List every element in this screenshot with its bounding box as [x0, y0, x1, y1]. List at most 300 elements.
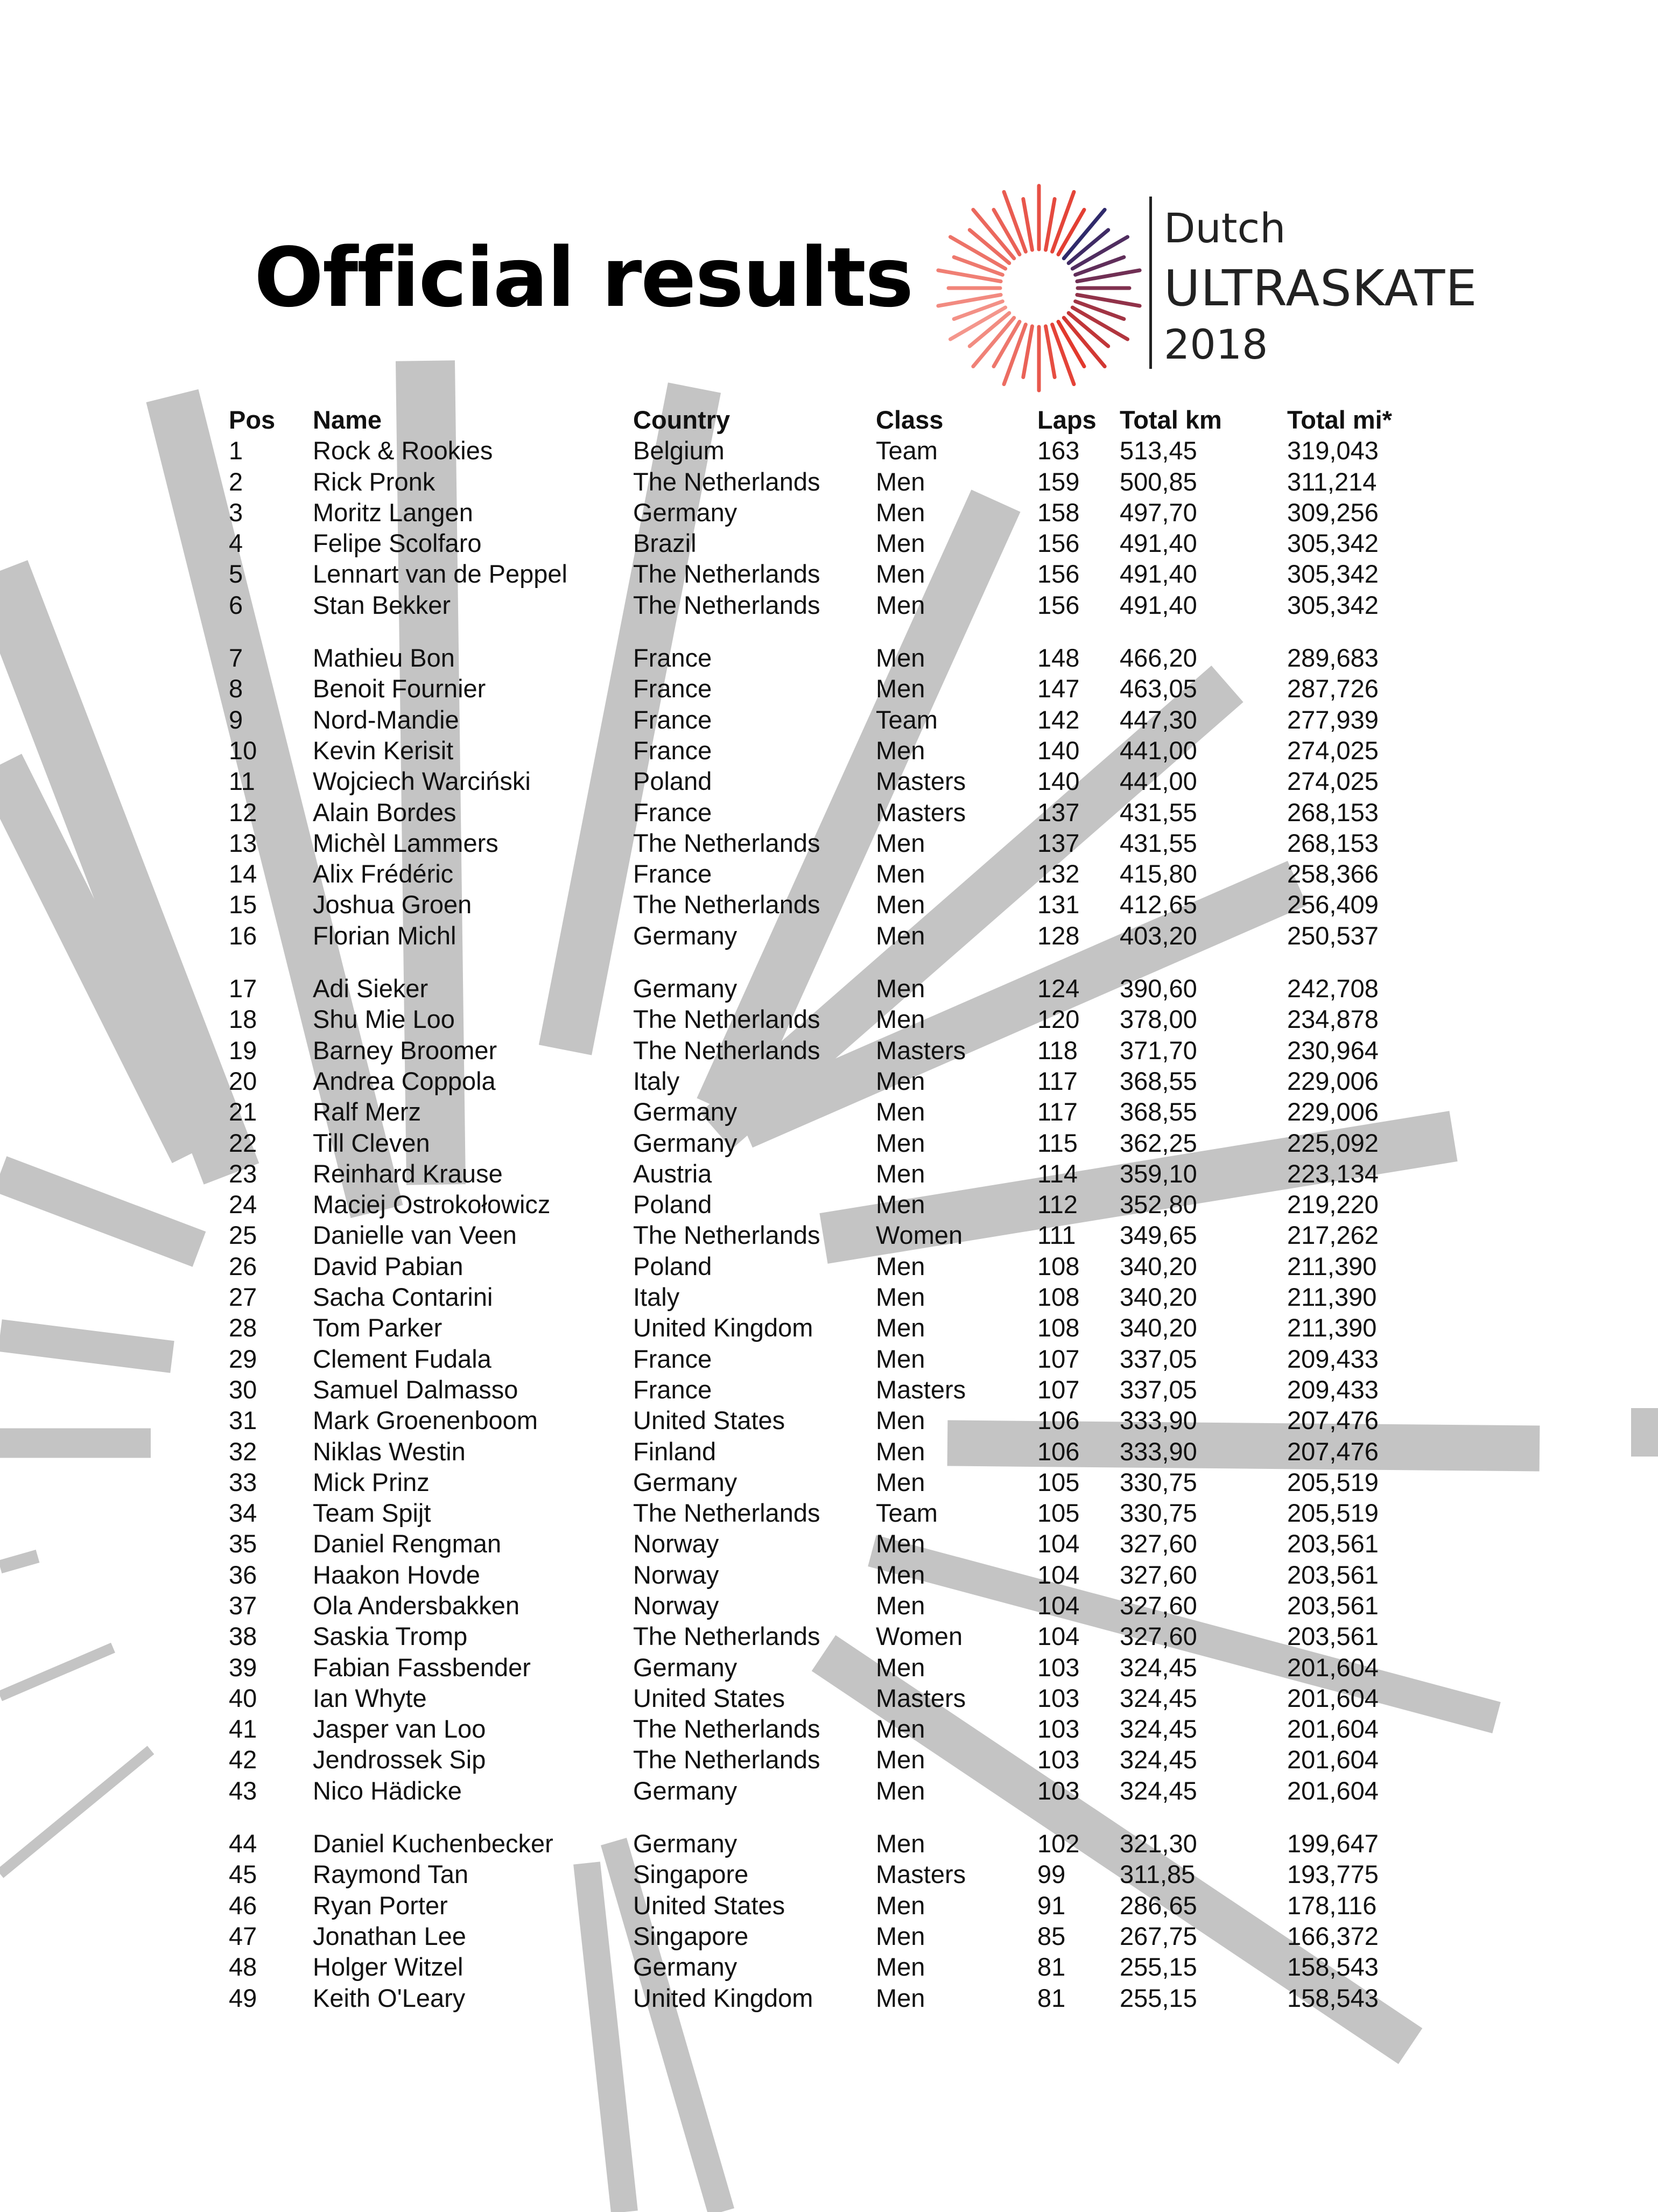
cell-laps: 106 [1037, 1406, 1080, 1435]
cell-km: 337,05 [1120, 1375, 1197, 1404]
cell-class: Men [876, 1653, 925, 1682]
cell-pos: 21 [229, 1097, 257, 1126]
cell-country: The Netherlands [633, 559, 820, 589]
cell-country: Finland [633, 1437, 716, 1466]
cell-km: 447,30 [1120, 705, 1197, 734]
cell-laps: 99 [1037, 1860, 1066, 1889]
page-title: Official results [254, 230, 913, 325]
cell-km: 431,55 [1120, 828, 1197, 857]
cell-country: Poland [633, 1251, 712, 1280]
cell-laps: 140 [1037, 767, 1080, 796]
cell-mi: 201,604 [1287, 1653, 1379, 1682]
sunburst-ray [1023, 326, 1032, 377]
cell-pos: 48 [229, 1952, 257, 1982]
cell-country: The Netherlands [633, 1035, 820, 1065]
cell-class: Men [876, 1313, 925, 1342]
cell-mi: 229,006 [1287, 1066, 1379, 1095]
cell-mi: 242,708 [1287, 974, 1379, 1003]
cell-class: Men [876, 559, 925, 589]
cell-mi: 258,366 [1287, 859, 1379, 888]
cell-km: 286,65 [1120, 1891, 1197, 1920]
cell-class: Men [876, 1560, 925, 1589]
cell-mi: 311,214 [1287, 467, 1377, 496]
cell-laps: 148 [1037, 643, 1080, 673]
header-country: Country [633, 405, 730, 434]
header-name: Name [313, 405, 382, 434]
cell-laps: 103 [1037, 1714, 1080, 1744]
cell-laps: 142 [1037, 705, 1080, 734]
cell-pos: 3 [229, 498, 243, 527]
cell-class: Men [876, 1952, 925, 1982]
cell-class: Men [876, 1344, 925, 1373]
cell-pos: 19 [229, 1035, 257, 1065]
header-class: Class [876, 405, 944, 434]
sunburst-ray [1076, 257, 1124, 275]
cell-class: Men [876, 590, 925, 619]
cell-laps: 104 [1037, 1560, 1080, 1589]
cell-mi: 305,342 [1287, 559, 1379, 589]
cell-km: 324,45 [1120, 1745, 1197, 1774]
cell-class: Men [876, 1251, 925, 1280]
cell-class: Team [876, 1499, 938, 1528]
cell-class: Men [876, 467, 925, 496]
cell-laps: 107 [1037, 1375, 1080, 1404]
cell-name: Michèl Lammers [313, 828, 498, 857]
cell-km: 359,10 [1120, 1159, 1197, 1188]
cell-country: United States [633, 1406, 785, 1435]
cell-pos: 27 [229, 1283, 257, 1312]
cell-name: Barney Broomer [313, 1035, 497, 1065]
cell-country: The Netherlands [633, 828, 820, 857]
cell-laps: 156 [1037, 529, 1080, 558]
cell-laps: 112 [1037, 1190, 1078, 1219]
cell-km: 324,45 [1120, 1653, 1197, 1682]
cell-name: Andrea Coppola [313, 1066, 496, 1095]
cell-mi: 203,561 [1287, 1560, 1379, 1589]
cell-country: Belgium [633, 436, 725, 465]
cell-km: 337,05 [1120, 1344, 1197, 1373]
cell-pos: 44 [229, 1829, 257, 1858]
cell-country: Norway [633, 1529, 719, 1558]
cell-pos: 15 [229, 890, 257, 919]
cell-mi: 201,604 [1287, 1745, 1379, 1774]
cell-laps: 137 [1037, 797, 1080, 827]
cell-mi: 309,256 [1287, 498, 1379, 527]
cell-km: 368,55 [1120, 1097, 1197, 1126]
cell-country: The Netherlands [633, 1714, 820, 1744]
cell-mi: 230,964 [1287, 1035, 1379, 1065]
cell-laps: 140 [1037, 736, 1080, 765]
cell-name: Ralf Merz [313, 1097, 421, 1126]
cell-class: Men [876, 1529, 925, 1558]
cell-country: Germany [633, 1653, 737, 1682]
cell-km: 324,45 [1120, 1776, 1197, 1805]
cell-km: 513,45 [1120, 436, 1197, 465]
cell-class: Men [876, 1714, 925, 1744]
cell-name: Adi Sieker [313, 974, 428, 1003]
cell-country: Germany [633, 1128, 737, 1157]
cell-pos: 40 [229, 1683, 257, 1712]
cell-laps: 85 [1037, 1921, 1066, 1950]
cell-mi: 305,342 [1287, 590, 1379, 619]
cell-pos: 8 [229, 674, 243, 703]
cell-mi: 209,433 [1287, 1375, 1379, 1404]
cell-name: Ola Andersbakken [313, 1591, 520, 1620]
cell-mi: 277,939 [1287, 705, 1379, 734]
cell-name: Mathieu Bon [313, 643, 455, 673]
cell-name: Jendrossek Sip [313, 1745, 486, 1774]
cell-class: Masters [876, 1683, 966, 1712]
cell-class: Masters [876, 1375, 966, 1404]
cell-country: Germany [633, 1776, 737, 1805]
cell-class: Men [876, 1190, 925, 1219]
cell-mi: 209,433 [1287, 1344, 1379, 1373]
cell-pos: 13 [229, 828, 257, 857]
cell-pos: 23 [229, 1159, 257, 1188]
cell-class: Men [876, 1745, 925, 1774]
cell-laps: 108 [1037, 1251, 1080, 1280]
cell-laps: 104 [1037, 1622, 1080, 1651]
cell-laps: 163 [1037, 436, 1080, 465]
cell-km: 497,70 [1120, 498, 1197, 527]
cell-country: Germany [633, 1952, 737, 1982]
cell-pos: 28 [229, 1313, 257, 1342]
cell-name: Florian Michl [313, 921, 456, 950]
cell-country: France [633, 1344, 712, 1373]
cell-country: Italy [633, 1283, 680, 1312]
logo-text-year: 2018 [1164, 320, 1268, 368]
cell-pos: 35 [229, 1529, 257, 1558]
cell-class: Men [876, 1097, 925, 1126]
cell-pos: 42 [229, 1745, 257, 1774]
cell-country: The Netherlands [633, 1005, 820, 1034]
cell-class: Masters [876, 1860, 966, 1889]
cell-km: 371,70 [1120, 1035, 1197, 1065]
cell-km: 327,60 [1120, 1529, 1197, 1558]
cell-country: The Netherlands [633, 890, 820, 919]
cell-country: France [633, 705, 712, 734]
cell-class: Men [876, 1467, 925, 1496]
cell-pos: 26 [229, 1251, 257, 1280]
cell-laps: 124 [1037, 974, 1080, 1003]
cell-name: Ryan Porter [313, 1891, 448, 1920]
cell-laps: 128 [1037, 921, 1080, 950]
cell-pos: 24 [229, 1190, 257, 1219]
cell-km: 431,55 [1120, 797, 1197, 827]
cell-name: Jasper van Loo [313, 1714, 486, 1744]
cell-mi: 203,561 [1287, 1529, 1379, 1558]
cell-mi: 193,775 [1287, 1860, 1379, 1889]
cell-country: Singapore [633, 1921, 749, 1950]
cell-mi: 289,683 [1287, 643, 1379, 673]
cell-name: Haakon Hovde [313, 1560, 480, 1589]
cell-mi: 199,647 [1287, 1829, 1379, 1858]
cell-mi: 158,543 [1287, 1952, 1379, 1982]
cell-km: 415,80 [1120, 859, 1197, 888]
cell-mi: 201,604 [1287, 1714, 1379, 1744]
cell-class: Masters [876, 797, 966, 827]
cell-mi: 166,372 [1287, 1921, 1379, 1950]
cell-class: Men [876, 974, 925, 1003]
cell-km: 491,40 [1120, 590, 1197, 619]
cell-laps: 156 [1037, 559, 1080, 589]
cell-km: 327,60 [1120, 1591, 1197, 1620]
cell-laps: 106 [1037, 1437, 1080, 1466]
cell-laps: 105 [1037, 1467, 1080, 1496]
cell-name: Alix Frédéric [313, 859, 454, 888]
cell-class: Men [876, 890, 925, 919]
cell-country: The Netherlands [633, 1745, 820, 1774]
cell-country: Germany [633, 921, 737, 950]
cell-class: Men [876, 1829, 925, 1858]
cell-name: Danielle van Veen [313, 1221, 517, 1250]
cell-pos: 45 [229, 1860, 257, 1889]
cell-km: 441,00 [1120, 736, 1197, 765]
cell-country: Germany [633, 1097, 737, 1126]
cell-name: Kevin Kerisit [313, 736, 454, 765]
cell-name: David Pabian [313, 1251, 463, 1280]
cell-mi: 178,116 [1287, 1891, 1377, 1920]
cell-class: Men [876, 1066, 925, 1095]
cell-km: 403,20 [1120, 921, 1197, 950]
cell-laps: 159 [1037, 467, 1080, 496]
cell-mi: 219,220 [1287, 1190, 1379, 1219]
cell-name: Tom Parker [313, 1313, 442, 1342]
cell-name: Maciej Ostrokołowicz [313, 1190, 551, 1219]
cell-km: 255,15 [1120, 1952, 1197, 1982]
cell-laps: 147 [1037, 674, 1080, 703]
cell-class: Men [876, 529, 925, 558]
cell-class: Men [876, 1437, 925, 1466]
cell-km: 378,00 [1120, 1005, 1197, 1034]
cell-class: Men [876, 1005, 925, 1034]
cell-pos: 31 [229, 1406, 257, 1435]
cell-mi: 225,092 [1287, 1128, 1379, 1157]
cell-name: Raymond Tan [313, 1860, 469, 1889]
cell-pos: 17 [229, 974, 257, 1003]
cell-pos: 2 [229, 467, 243, 496]
cell-name: Holger Witzel [313, 1952, 463, 1982]
logo-divider [1149, 197, 1152, 369]
sunburst-ray [954, 257, 1002, 275]
cell-country: United States [633, 1683, 785, 1712]
cell-name: Sacha Contarini [313, 1283, 493, 1312]
cell-km: 311,85 [1120, 1860, 1196, 1889]
cell-km: 330,75 [1120, 1499, 1197, 1528]
cell-country: The Netherlands [633, 1499, 820, 1528]
cell-mi: 287,726 [1287, 674, 1379, 703]
cell-km: 340,20 [1120, 1251, 1197, 1280]
cell-pos: 12 [229, 797, 257, 827]
cell-laps: 115 [1037, 1128, 1078, 1157]
cell-km: 390,60 [1120, 974, 1197, 1003]
cell-km: 368,55 [1120, 1066, 1197, 1095]
cell-mi: 158,543 [1287, 1983, 1379, 2012]
cell-mi: 268,153 [1287, 797, 1379, 827]
cell-mi: 234,878 [1287, 1005, 1379, 1034]
cell-name: Reinhard Krause [313, 1159, 503, 1188]
cell-name: Fabian Fassbender [313, 1653, 531, 1682]
cell-class: Men [876, 674, 925, 703]
cell-pos: 29 [229, 1344, 257, 1373]
cell-mi: 205,519 [1287, 1499, 1379, 1528]
cell-km: 340,20 [1120, 1313, 1197, 1342]
cell-pos: 14 [229, 859, 257, 888]
header-pos: Pos [229, 405, 276, 434]
cell-km: 330,75 [1120, 1467, 1197, 1496]
cell-mi: 250,537 [1287, 921, 1379, 950]
cell-country: France [633, 674, 712, 703]
cell-laps: 103 [1037, 1745, 1080, 1774]
cell-country: Austria [633, 1159, 712, 1188]
cell-country: The Netherlands [633, 1622, 820, 1651]
cell-km: 412,65 [1120, 890, 1197, 919]
cell-laps: 81 [1037, 1952, 1066, 1982]
cell-pos: 34 [229, 1499, 257, 1528]
cell-pos: 25 [229, 1221, 257, 1250]
cell-country: Singapore [633, 1860, 749, 1889]
cell-mi: 274,025 [1287, 736, 1379, 765]
cell-class: Men [876, 1128, 925, 1157]
cell-pos: 36 [229, 1560, 257, 1589]
cell-name: Alain Bordes [313, 797, 456, 827]
cell-pos: 43 [229, 1776, 257, 1805]
cell-country: Norway [633, 1560, 719, 1589]
cell-pos: 39 [229, 1653, 257, 1682]
cell-km: 340,20 [1120, 1283, 1197, 1312]
cell-class: Team [876, 705, 938, 734]
sunburst-ray [1046, 199, 1055, 250]
cell-pos: 46 [229, 1891, 257, 1920]
cell-class: Men [876, 1591, 925, 1620]
cell-mi: 203,561 [1287, 1622, 1379, 1651]
cell-name: Wojciech Warciński [313, 767, 531, 796]
cell-name: Lennart van de Peppel [313, 559, 567, 589]
cell-km: 441,00 [1120, 767, 1197, 796]
cell-country: Germany [633, 1467, 737, 1496]
logo-text-dutch: Dutch [1164, 204, 1286, 252]
cell-name: Moritz Langen [313, 498, 473, 527]
cell-km: 352,80 [1120, 1190, 1197, 1219]
cell-name: Nico Hädicke [313, 1776, 462, 1805]
cell-name: Stan Bekker [313, 590, 451, 619]
cell-km: 500,85 [1120, 467, 1197, 496]
cell-name: Mick Prinz [313, 1467, 430, 1496]
cell-country: United Kingdom [633, 1313, 813, 1342]
header-laps: Laps [1037, 405, 1097, 434]
cell-laps: 103 [1037, 1683, 1080, 1712]
cell-class: Masters [876, 1035, 966, 1065]
cell-name: Samuel Dalmasso [313, 1375, 518, 1404]
header-total-mi: Total mi* [1287, 405, 1392, 434]
cell-name: Mark Groenenboom [313, 1406, 538, 1435]
cell-laps: 103 [1037, 1776, 1080, 1805]
cell-laps: 131 [1037, 890, 1080, 919]
cell-class: Women [876, 1622, 963, 1651]
cell-laps: 118 [1037, 1035, 1078, 1065]
cell-km: 321,30 [1120, 1829, 1197, 1858]
cell-country: Brazil [633, 529, 697, 558]
cell-mi: 203,561 [1287, 1591, 1379, 1620]
cell-laps: 104 [1037, 1529, 1080, 1558]
cell-country: The Netherlands [633, 1221, 820, 1250]
cell-class: Men [876, 1283, 925, 1312]
sunburst-ray [954, 302, 1002, 319]
cell-class: Men [876, 1891, 925, 1920]
cell-name: Jonathan Lee [313, 1921, 466, 1950]
cell-laps: 108 [1037, 1283, 1080, 1312]
cell-pos: 6 [229, 590, 243, 619]
cell-laps: 120 [1037, 1005, 1080, 1034]
cell-class: Men [876, 498, 925, 527]
cell-class: Men [876, 643, 925, 673]
cell-mi: 205,519 [1287, 1467, 1379, 1496]
cell-km: 324,45 [1120, 1714, 1197, 1744]
cell-mi: 211,390 [1287, 1251, 1377, 1280]
cell-pos: 20 [229, 1066, 257, 1095]
cell-class: Men [876, 1921, 925, 1950]
cell-name: Rock & Rookies [313, 436, 493, 465]
cell-laps: 156 [1037, 590, 1080, 619]
cell-name: Saskia Tromp [313, 1622, 468, 1651]
cell-laps: 137 [1037, 828, 1080, 857]
cell-class: Men [876, 1159, 925, 1188]
cell-laps: 107 [1037, 1344, 1080, 1373]
cell-pos: 49 [229, 1983, 257, 2012]
cell-class: Men [876, 1406, 925, 1435]
cell-pos: 37 [229, 1591, 257, 1620]
cell-laps: 114 [1037, 1159, 1078, 1188]
cell-mi: 211,390 [1287, 1313, 1377, 1342]
cell-name: Nord-Mandie [313, 705, 459, 734]
cell-km: 327,60 [1120, 1622, 1197, 1651]
cell-km: 255,15 [1120, 1983, 1197, 2012]
cell-pos: 32 [229, 1437, 257, 1466]
cell-mi: 319,043 [1287, 436, 1379, 465]
cell-name: Team Spijt [313, 1499, 431, 1528]
cell-laps: 81 [1037, 1983, 1066, 2012]
cell-pos: 4 [229, 529, 243, 558]
cell-laps: 91 [1037, 1891, 1066, 1920]
cell-laps: 108 [1037, 1313, 1080, 1342]
cell-name: Joshua Groen [313, 890, 472, 919]
sunburst-ray [1046, 326, 1055, 377]
cell-name: Rick Pronk [313, 467, 435, 496]
cell-laps: 102 [1037, 1829, 1080, 1858]
cell-pos: 7 [229, 643, 243, 673]
cell-mi: 223,134 [1287, 1159, 1379, 1188]
cell-name: Clement Fudala [313, 1344, 491, 1373]
cell-pos: 22 [229, 1128, 257, 1157]
cell-mi: 207,476 [1287, 1406, 1379, 1435]
cell-laps: 103 [1037, 1653, 1080, 1682]
cell-name: Benoit Fournier [313, 674, 486, 703]
cell-pos: 11 [229, 767, 255, 796]
cell-country: United Kingdom [633, 1983, 813, 2012]
cell-pos: 9 [229, 705, 243, 734]
cell-mi: 211,390 [1287, 1283, 1377, 1312]
cell-class: Men [876, 736, 925, 765]
cell-pos: 10 [229, 736, 257, 765]
cell-class: Men [876, 859, 925, 888]
cell-name: Daniel Rengman [313, 1529, 502, 1558]
cell-country: Germany [633, 974, 737, 1003]
cell-km: 333,90 [1120, 1437, 1197, 1466]
cell-name: Niklas Westin [313, 1437, 466, 1466]
cell-pos: 5 [229, 559, 243, 589]
cell-country: France [633, 643, 712, 673]
cell-class: Men [876, 1776, 925, 1805]
